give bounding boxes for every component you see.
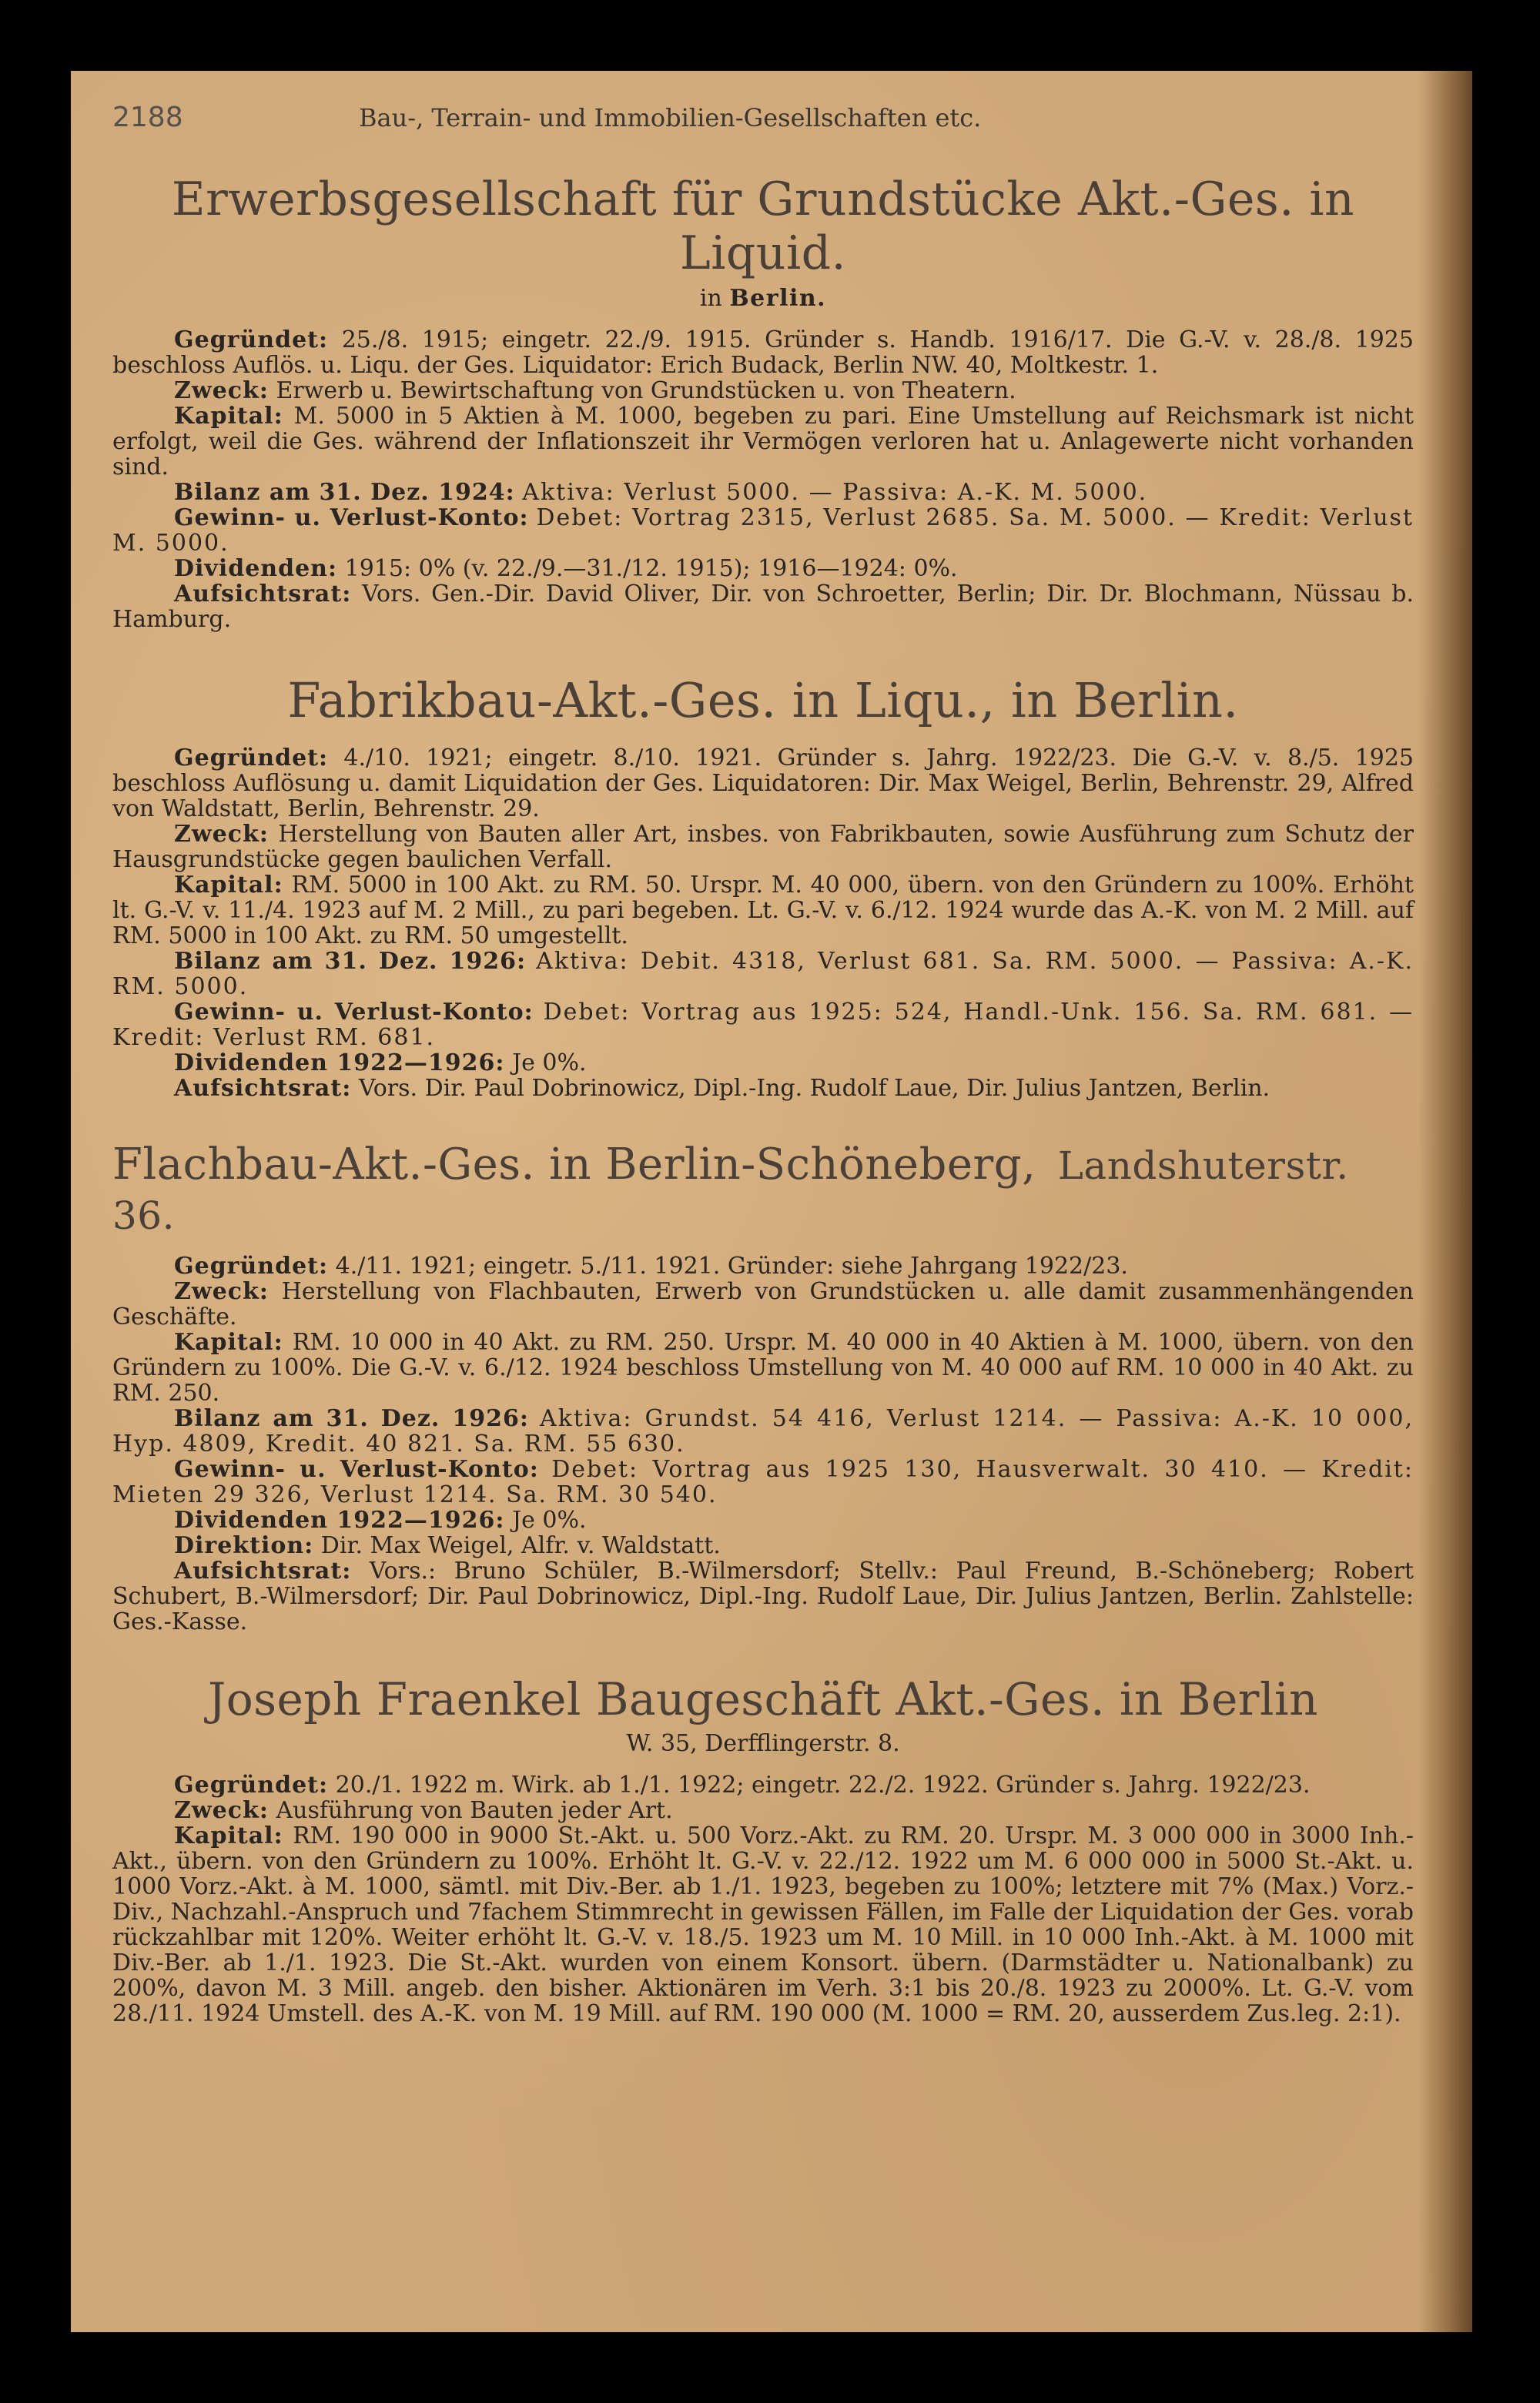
company-entry-flachbau — [112, 1140, 1414, 1635]
entry-founded: Gegründet: 4./11. 1921; eingetr. 5./11. 1921. Gründer: siehe Jahrgang 1922/23. — [174, 1253, 1128, 1280]
entry-capital: Kapital: RM. 190 000 in 9000 St.-Akt. u. 500 Vorz.-Akt. zu RM. 20. Urspr. M. 3 000 000 in 3000 Inh.-Akt., übern. von den Gründern zu 100%. Erhöht lt. G.-V. v. 22./12. 1922 um M. 6 000 000 in 5000 St.-Akt. u. 1000 Vorz.-Akt. à M. 1000, sämtl. mit Div.-Ber. ab 1./1. 1923, begeben zu 100%; letztere mit 7% (Max.) Vorz.-Div., Nachzahl.-Anspruch und 7fachem Stimmrecht in gewissen Fällen, im Falle der Liquidation der Ges. vorab rückzahlbar mit 120%. Weiter erhöht lt. G.-V. v. 18./5. 1923 um M. 10 Mill. in 10 000 Inh.-Akt. à M. 1000 mit Div.-Ber. ab 1./1. 1923. Die St.-Akt. wurden von einem Konsort. übern. (Darmstädter u. Nationalbank) zu 200%, davon M. 3 Mill. angeb. den bisher. Aktionären im Verh. 3:1 bis 20./8. 1923 zu 2000%. Lt. G.-V. vom 28./11. 1924 Umstell. des A.-K. von M. 19 Mill. auf RM. 190 000 (M. 1000 = RM. 20, ausserdem Zus.leg. 2:1). — [112, 1822, 1414, 2027]
book-spine-shadow — [1418, 71, 1472, 2332]
company-title: Joseph Fraenkel Baugeschäft Akt.-Ges. in Berlin — [208, 1673, 1318, 1725]
page-number: 2188 — [112, 102, 183, 133]
entry-supervisory-board: Aufsichtsrat: Vors.: Bruno Schüler, B.-Wilmersdorf; Stellv.: Paul Freund, B.-Schöneberg; Robert Schubert, B.-Wilmersdorf; Dir. Paul Dobrinowicz, Dipl.-Ing. Rudolf Laue, Dir. Julius Jantzen, Berlin. Zahlstelle: Ges.-Kasse. — [112, 1558, 1414, 1635]
entry-supervisory-board: Aufsichtsrat: Vors. Dir. Paul Dobrinowicz, Dipl.-Ing. Rudolf Laue, Dir. Julius Jantzen, Berlin. — [174, 1075, 1270, 1102]
company-location — [112, 285, 1414, 312]
company-title: Fabrikbau-Akt.-Ges. in Liqu., in Berlin. — [287, 672, 1239, 728]
entry-dividends: Dividenden 1922—1926: Je 0%. — [174, 1049, 587, 1076]
running-header — [112, 102, 1414, 142]
company-name: Flachbau-Akt.-Ges. in Berlin-Schöneberg, — [112, 1140, 1036, 1190]
company-title: Erwerbsgesellschaft für Grundstücke Akt.-Ges. in Liquid. — [171, 172, 1355, 280]
location-prefix: in — [699, 285, 722, 312]
entry-founded: Gegründet: 4./10. 1921; eingetr. 8./10. 1921. Gründer s. Jahrg. 1922/23. Die G.-V. v. 8./5. 1925 beschloss Auflösung u. damit Liquidation der Ges. Liquidatoren: Dir. Max Weigel, Berlin, Behrenstr. 29, Alfred von Waldstatt, Berlin, Behrenstr. 29. — [112, 745, 1414, 822]
entry-profit-loss: Gewinn- u. Verlust-Konto: Debet: Vortrag aus 1925: 524, Handl.-Unk. 156. Sa. RM. 681. — Kredit: Verlust RM. 681. — [112, 999, 1414, 1051]
entry-supervisory-board: Aufsichtsrat: Vors. Gen.-Dir. David Oliver, Dir. von Schroetter, Berlin; Dir. Dr. Blochmann, Nüssau b. Hamburg. — [112, 581, 1414, 633]
entry-purpose: Zweck: Herstellung von Bauten aller Art, insbes. von Fabrikbauten, sowie Ausführung zum Schutz der Hausgrundstücke gegen baulichen Verfall. — [112, 821, 1414, 873]
book-page — [71, 71, 1472, 2332]
entry-capital: Kapital: RM. 10 000 in 40 Akt. zu RM. 250. Urspr. M. 40 000 in 40 Aktien à M. 1000, übern. von den Gründern zu 100%. Die G.-V. v. 6./12. 1924 beschloss Umstellung von M. 40 000 auf RM. 10 000 in 40 Akt. zu RM. 250. — [112, 1329, 1414, 1407]
entry-dividends: Dividenden: 1915: 0% (v. 22./9.—31./12. 1915); 1916—1924: 0%. — [174, 555, 958, 582]
running-title: Bau-, Terrain- und Immobilien-Gesellschaften etc. — [359, 103, 982, 132]
entry-founded: Gegründet: 20./1. 1922 m. Wirk. ab 1./1. 1922; eingetr. 22./2. 1922. Gründer s. Jahrg. 1922/23. — [174, 1772, 1311, 1799]
company-entry-erwerbsgesellschaft — [112, 172, 1414, 632]
company-entry-fabrikbau — [112, 672, 1414, 1101]
company-entry-fraenkel — [112, 1673, 1414, 2026]
entry-purpose: Zweck: Ausführung von Bauten jeder Art. — [174, 1797, 673, 1824]
entry-purpose: Zweck: Erwerb u. Bewirtschaftung von Grundstücken u. von Theatern. — [174, 377, 1016, 404]
location-city: Berlin. — [729, 285, 827, 312]
company-title — [112, 1140, 1414, 1240]
entry-profit-loss: Gewinn- u. Verlust-Konto: Debet: Vortrag aus 1925 130, Hausverwalt. 30 410. — Kredit: Mieten 29 326, Verlust 1214. Sa. RM. 30 540. — [112, 1456, 1414, 1508]
entry-balance: Bilanz am 31. Dez. 1926: Aktiva: Debit. 4318, Verlust 681. Sa. RM. 5000. — Passiva: A.-K. RM. 5000. — [112, 948, 1414, 1000]
page-content — [112, 102, 1414, 2026]
entry-founded: Gegründet: 25./8. 1915; eingetr. 22./9. 1915. Gründer s. Handb. 1916/17. Die G.-V. v. 28./8. 1925 beschloss Auflös. u. Liqu. der Ges. Liquidator: Erich Budack, Berlin NW. 40, Moltkestr. 1. — [112, 326, 1414, 379]
entry-profit-loss: Gewinn- u. Verlust-Konto: Debet: Vortrag 2315, Verlust 2685. Sa. M. 5000. — Kredit: Verlust M. 5000. — [112, 504, 1414, 557]
company-address: Landshuterstr. 36. — [112, 1143, 1349, 1238]
entry-capital: Kapital: M. 5000 in 5 Aktien à M. 1000, begeben zu pari. Eine Umstellung auf Reichsmark ist nicht erfolgt, weil die Ges. während der Inflationszeit ihr Vermögen verloren hat u. Anlagewerte nicht vorhanden sind. — [112, 403, 1414, 480]
company-address: W. 35, Derfflingerstr. 8. — [626, 1730, 900, 1757]
entry-capital: Kapital: RM. 5000 in 100 Akt. zu RM. 50. Urspr. M. 40 000, übern. von den Gründern zu 100%. Erhöht lt. G.-V. v. 11./4. 1923 auf M. 2 Mill., zu pari begeben. Lt. G.-V. v. 6./12. 1924 wurde das A.-K. von M. 2 Mill. auf RM. 5000 in 100 Akt. zu RM. 50 umgestellt. — [112, 872, 1414, 949]
entry-balance: Bilanz am 31. Dez. 1924: Aktiva: Verlust 5000. — Passiva: A.-K. M. 5000. — [174, 479, 1148, 506]
entry-management: Direktion: Dir. Max Weigel, Alfr. v. Waldstatt. — [174, 1532, 721, 1559]
entry-purpose: Zweck: Herstellung von Flachbauten, Erwerb von Grundstücken u. alle damit zusammenhängenden Geschäfte. — [112, 1278, 1414, 1330]
entry-balance: Bilanz am 31. Dez. 1926: Aktiva: Grundst. 54 416, Verlust 1214. — Passiva: A.-K. 10 000, Hyp. 4809, Kredit. 40 821. Sa. RM. 55 630. — [112, 1405, 1414, 1458]
entry-dividends: Dividenden 1922—1926: Je 0%. — [174, 1507, 587, 1534]
